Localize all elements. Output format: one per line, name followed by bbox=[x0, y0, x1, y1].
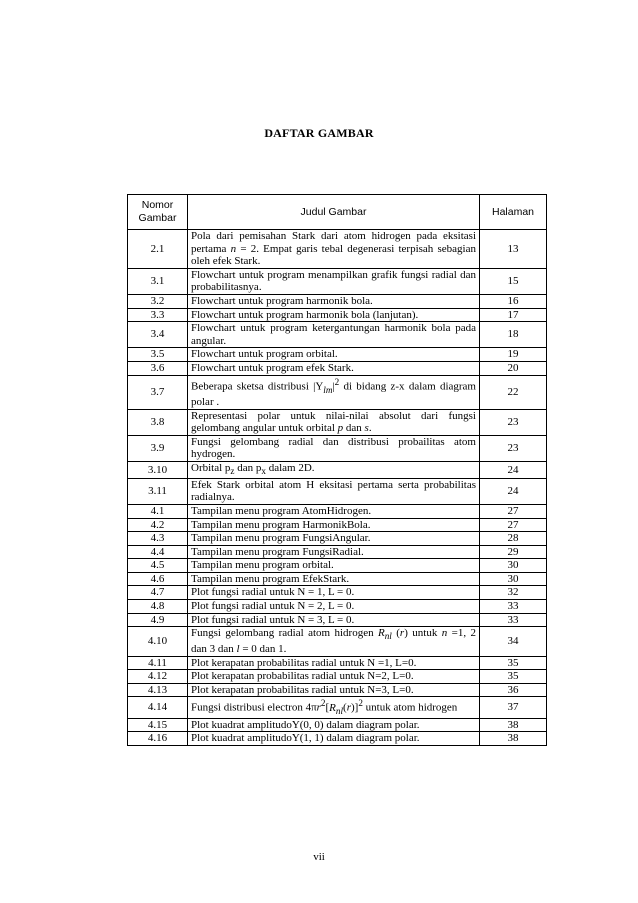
figure-title: Flowchart untuk program orbital. bbox=[188, 348, 480, 362]
figure-title: Fungsi distribusi electron $4\pi r^2[R_{nl}(r)]^2$ untuk atom hidrogen bbox=[188, 697, 480, 718]
figure-page: 19 bbox=[480, 348, 547, 362]
figure-page: 27 bbox=[480, 504, 547, 518]
figure-page: 30 bbox=[480, 572, 547, 586]
table-row bbox=[128, 294, 547, 308]
figure-title: Efek Stark orbital atom H eksitasi pertama serta probabilitas radialnya. bbox=[188, 478, 480, 504]
table-row bbox=[128, 559, 547, 573]
figure-title: Tampilan menu program FungsiAngular. bbox=[188, 532, 480, 546]
figure-page: 18 bbox=[480, 322, 547, 348]
figure-title: Flowchart untuk program menampilkan grafik fungsi radial dan probabilitasnya. bbox=[188, 268, 480, 294]
figure-number: 4.2 bbox=[128, 518, 188, 532]
figure-page: 22 bbox=[480, 375, 547, 409]
figure-title: Tampilan menu program FungsiRadial. bbox=[188, 545, 480, 559]
figure-page: 30 bbox=[480, 559, 547, 573]
table-row bbox=[128, 697, 547, 718]
figure-title: Fungsi gelombang radial dan distribusi probailitas atom hydrogen. bbox=[188, 435, 480, 461]
figure-number: 4.9 bbox=[128, 613, 188, 627]
figure-number: 4.15 bbox=[128, 718, 188, 732]
table-row bbox=[128, 545, 547, 559]
figure-number: 4.6 bbox=[128, 572, 188, 586]
page-number: vii bbox=[313, 851, 325, 863]
figure-number: 3.2 bbox=[128, 294, 188, 308]
figure-page: 15 bbox=[480, 268, 547, 294]
figure-number: 3.7 bbox=[128, 375, 188, 409]
header-number: Nomor Gambar bbox=[128, 195, 188, 230]
figure-title: Flowchart untuk program harmonik bola (lanjutan). bbox=[188, 308, 480, 322]
figure-title: Pola dari pemisahan Stark dari atom hidrogen pada eksitasi pertama n = 2. Empat garis tebal degenerasi terpisah sebagian oleh efek Stark. bbox=[188, 230, 480, 269]
figure-title: Tampilan menu program EfekStark. bbox=[188, 572, 480, 586]
figure-title: Tampilan menu program orbital. bbox=[188, 559, 480, 573]
table-row bbox=[128, 518, 547, 532]
figure-number: 4.3 bbox=[128, 532, 188, 546]
figure-number: 4.10 bbox=[128, 627, 188, 656]
table-row bbox=[128, 732, 547, 746]
figure-title: Fungsi gelombang radial atom hidrogen $R_{nl}$ (r) untuk n =1, 2 dan 3 dan l = 0 dan 1. bbox=[188, 627, 480, 656]
figure-page: 36 bbox=[480, 683, 547, 697]
figure-number: 4.7 bbox=[128, 586, 188, 600]
figure-number: 2.1 bbox=[128, 230, 188, 269]
figure-number: 3.9 bbox=[128, 435, 188, 461]
figure-number: 3.11 bbox=[128, 478, 188, 504]
figure-page: 34 bbox=[480, 627, 547, 656]
figure-title: Flowchart untuk program efek Stark. bbox=[188, 361, 480, 375]
table-row bbox=[128, 322, 547, 348]
figure-title: Plot fungsi radial untuk N = 1, L = 0. bbox=[188, 586, 480, 600]
figure-title: Plot kerapatan probabilitas radial untuk N=3, L=0. bbox=[188, 683, 480, 697]
figure-page: 24 bbox=[480, 461, 547, 478]
figure-number: 3.4 bbox=[128, 322, 188, 348]
figure-number: 3.8 bbox=[128, 409, 188, 435]
table-row bbox=[128, 600, 547, 614]
figure-page: 16 bbox=[480, 294, 547, 308]
page-title: DAFTAR GAMBAR bbox=[264, 126, 374, 140]
figure-number: 4.4 bbox=[128, 545, 188, 559]
figure-number: 4.14 bbox=[128, 697, 188, 718]
figure-title: Plot kuadrat amplitudoY(1, 1) dalam diagram polar. bbox=[188, 732, 480, 746]
figure-number: 4.5 bbox=[128, 559, 188, 573]
table-row bbox=[128, 627, 547, 656]
figure-title: Plot kuadrat amplitudoY(0, 0) dalam diagram polar. bbox=[188, 718, 480, 732]
figure-page: 32 bbox=[480, 586, 547, 600]
table-row bbox=[128, 572, 547, 586]
figure-title: Tampilan menu program AtomHidrogen. bbox=[188, 504, 480, 518]
figure-page: 17 bbox=[480, 308, 547, 322]
table-row bbox=[128, 656, 547, 670]
figure-number: 3.10 bbox=[128, 461, 188, 478]
figure-number: 3.5 bbox=[128, 348, 188, 362]
figure-page: 23 bbox=[480, 435, 547, 461]
figure-list-table bbox=[127, 194, 547, 746]
figure-title: Representasi polar untuk nilai-nilai absolut dari fungsi gelombang angular untuk orbital p dan s. bbox=[188, 409, 480, 435]
table-row bbox=[128, 230, 547, 269]
table-row bbox=[128, 361, 547, 375]
table-row bbox=[128, 532, 547, 546]
table-header-row bbox=[128, 195, 547, 230]
table-row bbox=[128, 375, 547, 409]
figure-page: 35 bbox=[480, 670, 547, 684]
figure-number: 3.3 bbox=[128, 308, 188, 322]
figure-number: 4.1 bbox=[128, 504, 188, 518]
figure-number: 4.11 bbox=[128, 656, 188, 670]
figure-title: Orbital $p_z$ dan $p_x$ dalam 2D. bbox=[188, 461, 480, 478]
table-row bbox=[128, 308, 547, 322]
figure-page: 29 bbox=[480, 545, 547, 559]
table-row bbox=[128, 461, 547, 478]
table-row bbox=[128, 409, 547, 435]
figure-page: 23 bbox=[480, 409, 547, 435]
table-row bbox=[128, 718, 547, 732]
figure-number: 4.13 bbox=[128, 683, 188, 697]
figure-title: Plot kerapatan probabilitas radial untuk N =1, L=0. bbox=[188, 656, 480, 670]
figure-number: 4.8 bbox=[128, 600, 188, 614]
figure-page: 33 bbox=[480, 600, 547, 614]
figure-page: 38 bbox=[480, 718, 547, 732]
figure-page: 38 bbox=[480, 732, 547, 746]
figure-title: Plot kerapatan probabilitas radial untuk N=2, L=0. bbox=[188, 670, 480, 684]
figure-number: 4.12 bbox=[128, 670, 188, 684]
figure-page: 35 bbox=[480, 656, 547, 670]
figure-number: 3.6 bbox=[128, 361, 188, 375]
table-row bbox=[128, 613, 547, 627]
figure-page: 13 bbox=[480, 230, 547, 269]
figure-title: Plot fungsi radial untuk N = 3, L = 0. bbox=[188, 613, 480, 627]
figure-title: Flowchart untuk program ketergantungan harmonik bola pada angular. bbox=[188, 322, 480, 348]
figure-page: 20 bbox=[480, 361, 547, 375]
table-row bbox=[128, 478, 547, 504]
table-row bbox=[128, 504, 547, 518]
figure-page: 33 bbox=[480, 613, 547, 627]
table-body bbox=[128, 230, 547, 746]
figure-title: Flowchart untuk program harmonik bola. bbox=[188, 294, 480, 308]
figure-page: 27 bbox=[480, 518, 547, 532]
figure-page: 37 bbox=[480, 697, 547, 718]
figure-number: 4.16 bbox=[128, 732, 188, 746]
header-page: Halaman bbox=[480, 195, 547, 230]
figure-title: Tampilan menu program HarmonikBola. bbox=[188, 518, 480, 532]
figure-title: Plot fungsi radial untuk N = 2, L = 0. bbox=[188, 600, 480, 614]
figure-page: 24 bbox=[480, 478, 547, 504]
table-row bbox=[128, 670, 547, 684]
table-row bbox=[128, 268, 547, 294]
header-title: Judul Gambar bbox=[188, 195, 480, 230]
figure-title: Beberapa sketsa distribusi $|Y_{lm}|^2$ di bidang z-x dalam diagram polar . bbox=[188, 375, 480, 409]
figure-number: 3.1 bbox=[128, 268, 188, 294]
table-row bbox=[128, 435, 547, 461]
table-row bbox=[128, 348, 547, 362]
figure-page: 28 bbox=[480, 532, 547, 546]
table-row bbox=[128, 586, 547, 600]
table-row bbox=[128, 683, 547, 697]
